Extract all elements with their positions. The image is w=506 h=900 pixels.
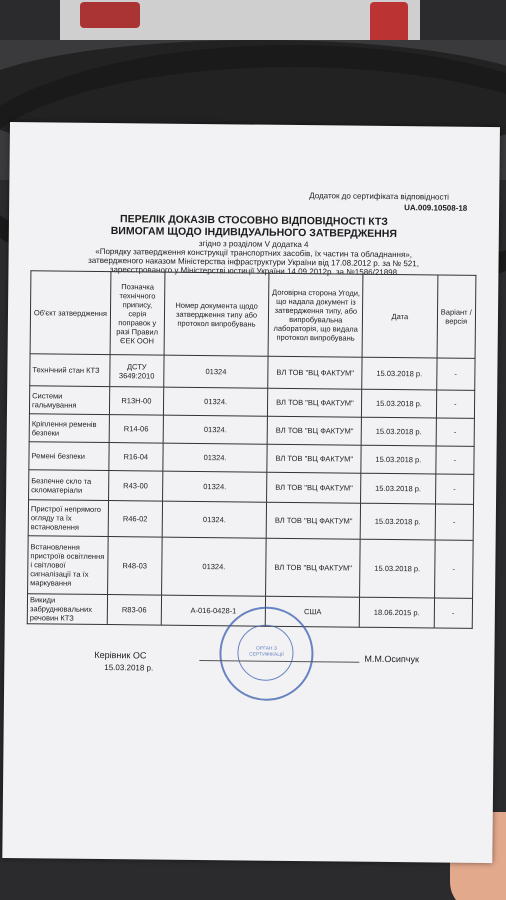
doc-number-cell: 01324. (162, 501, 267, 538)
table-row (29, 470, 474, 505)
table-row (28, 500, 473, 541)
version-cell: - (435, 446, 474, 474)
party-cell: ВЛ ТОВ "ВЦ ФАКТУМ" (268, 356, 362, 389)
object-cell: Технічний стан КТЗ (30, 354, 110, 387)
title-line-1: ПЕРЕЛІК ДОКАЗІВ СТОСОВНО ВІДПОВІДНОСТІ КТЗ (120, 213, 388, 228)
col-header: Позначка технічного припису, серія поправок у разі Правил ЄЕК ООН (110, 272, 165, 356)
date-cell: 15.03.2018 р. (361, 445, 436, 474)
party-cell: ВЛ ТОВ "ВЦ ФАКТУМ" (267, 472, 361, 503)
col-header: Договірна сторона Угоди, що надала документ із затвердження типу, або випробувальна лабораторія, що видала протокол випробувань (268, 273, 363, 357)
party-cell: ВЛ ТОВ "ВЦ ФАКТУМ" (267, 444, 361, 473)
code-cell: R14-06 (109, 415, 163, 444)
subtitle-line-4: зареєстрованого у Міністерстві юстиції України 14.09.2012р. за №1586/21898 (109, 265, 398, 278)
title-line-2: ВИМОГАМ ЩОДО ІНДИВІДУАЛЬНОГО ЗАТВЕРДЖЕННЯ (110, 225, 398, 241)
col-header: Номер документа щодо затвердження типу або протокол випробувань (164, 272, 269, 356)
date-cell: 15.03.2018 р. (362, 389, 437, 418)
appendix-note: Додаток до сертифіката відповідності (309, 191, 449, 202)
date-cell: 15.03.2018 р. (362, 357, 437, 390)
doc-number-cell: 01324. (163, 443, 268, 472)
doc-number-cell: 01324. (162, 471, 267, 502)
col-header: Дата (362, 274, 437, 358)
object-cell: Викиди забруднювальних речовин КТЗ (27, 594, 107, 625)
object-cell: Кріплення ременів безпеки (29, 414, 109, 443)
code-cell: ДСТУ 3649:2010 (110, 355, 164, 388)
party-cell: США (266, 596, 360, 627)
party-cell: ВЛ ТОВ "ВЦ ФАКТУМ" (267, 502, 361, 539)
date-cell: 15.03.2018 р. (360, 503, 435, 540)
party-cell: ВЛ ТОВ "ВЦ ФАКТУМ" (268, 388, 362, 417)
date-cell: 15.03.2018 р. (360, 539, 435, 598)
official-stamp (219, 606, 314, 701)
code-cell: R43-00 (108, 471, 162, 502)
subtitle-line-1: згідно з розділом V додатка 4 (198, 238, 309, 250)
version-cell: - (435, 504, 474, 540)
head-date: 15.03.2018 р. (104, 663, 154, 673)
date-cell: 18.06.2015 р. (360, 597, 435, 628)
doc-number-cell: А-016-0428-1 (161, 595, 266, 626)
col-header: Об'єкт затвердження (30, 271, 111, 355)
version-cell: - (436, 418, 475, 446)
object-cell: Ремені безпеки (29, 442, 109, 471)
code-cell: R16-04 (109, 443, 163, 472)
party-cell: ВЛ ТОВ "ВЦ ФАКТУМ" (268, 416, 362, 445)
car-taillight-left (80, 2, 140, 28)
version-cell: - (434, 598, 473, 628)
date-cell: 15.03.2018 р. (361, 473, 436, 504)
version-cell: - (436, 390, 475, 418)
version-cell: - (436, 358, 475, 390)
table-row (30, 354, 475, 391)
evidence-table (27, 270, 477, 629)
doc-number-cell: 01324 (163, 355, 268, 388)
certificate-number: UA.009.10508-18 (404, 203, 468, 213)
head-name: М.М.Осипчук (364, 653, 419, 665)
code-cell: R48-03 (107, 537, 161, 596)
document-sheet (2, 122, 500, 863)
version-cell: - (435, 474, 474, 504)
object-cell: Безпечне скло та скломатеріали (29, 470, 109, 501)
object-cell: Системи гальмування (29, 386, 109, 415)
object-cell: Пристрої непрямого огляду та їх встановлення (28, 500, 108, 537)
code-cell: R83-06 (107, 595, 161, 626)
code-cell: R13H-00 (109, 387, 163, 416)
subtitle-line-3: затвердженого наказом Міністерства інфраструктури України від 17.08.2012 р. за № 521, (88, 255, 419, 269)
object-cell: Встановлення пристроїв освітлення і світлової сигналізації та їх маркування (28, 536, 108, 595)
doc-number-cell: 01324. (163, 387, 268, 416)
code-cell: R46-02 (108, 501, 162, 538)
table-header-row (30, 271, 476, 359)
version-cell: - (434, 540, 473, 598)
doc-number-cell: 01324. (163, 415, 268, 444)
subtitle-line-2: «Порядку затвердження конструкції транспортних засобів, їх частин та обладнання», (95, 246, 413, 260)
col-header: Варіант / версія (437, 275, 476, 358)
party-cell: ВЛ ТОВ "ВЦ ФАКТУМ" (266, 538, 361, 597)
stamp-text: ОРГАН З СЕРТИФІКАЦІЇ (249, 645, 284, 658)
date-cell: 15.03.2018 р. (361, 417, 436, 446)
table-row (28, 536, 474, 599)
doc-number-cell: 01324. (161, 537, 266, 596)
head-label: Керівник ОС (94, 649, 147, 661)
